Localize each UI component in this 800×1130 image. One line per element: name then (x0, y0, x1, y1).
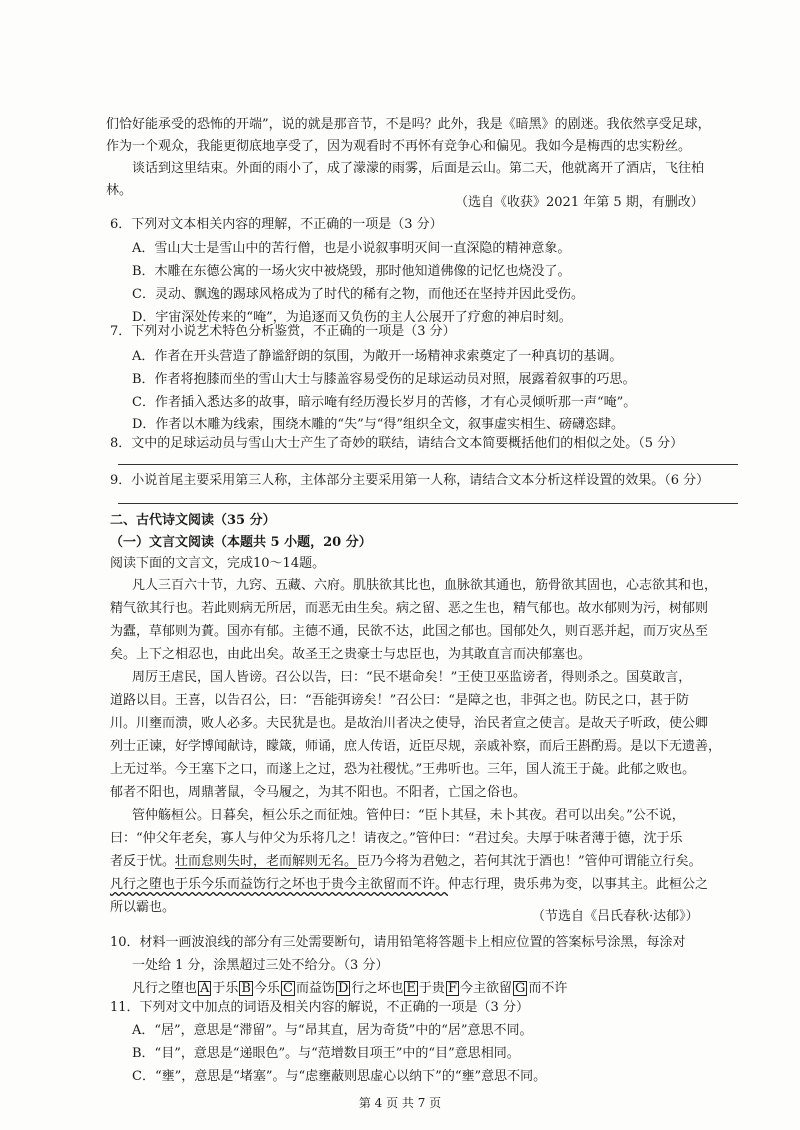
break-box-f[interactable]: F (447, 981, 457, 996)
option-a: A．“居”，意思是“滞留”。与“昂其直，居为奇货”中的“居”意思不同。 (132, 1023, 533, 1038)
segment: 于贵 (418, 981, 445, 996)
passage-line: 列士正谏，好学博闻献诗，矇箴，师诵，庶人传语，近臣尽规，亲戚补察，而后王斟酌焉。是以下无遗善， (110, 739, 722, 754)
passage-line: 所以霸也。 (110, 900, 176, 915)
passage-segment: 臣乃今将为君勉之，若何其沈于酒也！”管仲可谓能立行矣。 (357, 854, 702, 869)
break-box-b[interactable]: B (241, 981, 251, 996)
text-line: 作为一个观众，我能更彻底地享受了，因为观看时不再怀有竞争心和偏见。我如今是梅西的忠实粉丝。 (106, 139, 692, 154)
segment: 凡行之堕也 (132, 981, 198, 996)
option-c: C．灵动、飘逸的踢球风格成为了时代的稀有之物，而他还在坚持并因此受伤。 (132, 287, 584, 302)
option-c: C．作者插入悉达多的故事，暗示唵有经历漫长岁月的苦修，才有心灵倾听那一声“唵”。 (132, 395, 637, 410)
break-box-c[interactable]: C (283, 981, 293, 996)
text-line: 们恰好能承受的恐怖的开端”，说的就是那音节，不是吗？此外，我是《暗黑》的剧迷。我依然享受足球， (106, 117, 711, 132)
question-9: 9．小说首尾主要采用第三人称，主体部分主要采用第一人称，请结合文本分析这样设置的效果。（6 分） (110, 473, 710, 488)
text-line: 谈话到这里结束。外面的雨小了，成了濛濛的雨雾，后面是云山。第二天，他就离开了酒店，飞往柏 (132, 161, 705, 176)
passage-line (110, 876, 708, 894)
passage-line: 凡人三百六十节，九窍、五藏、六府。肌肤欲其比也，血脉欲其通也，筋骨欲其固也，心志欲其和也， (132, 578, 718, 593)
break-box-a[interactable]: A (200, 981, 210, 996)
question-10-cont: 一处给 1 分，涂黑超过三处不给分。（3 分） (132, 958, 389, 973)
section-title: 二、古代诗文阅读（35 分） (110, 513, 276, 528)
option-a: A．雪山大士是雪山中的苦行僧，也是小说叙事明灭间一直深隐的精神意象。 (132, 241, 571, 256)
passage-line: 上无过举。今王塞下之口，而遂上之过，恐为社稷忧。”王弗听也。三年，国人流王于彘。此郁之败也。 (110, 762, 696, 777)
segment: 而益饬 (295, 981, 335, 996)
question-7: 7．下列对小说艺术特色分析鉴赏，不正确的一项是（3 分） (110, 324, 456, 339)
passage-line: 川。川壅而溃，败人必多。夫民犹是也。是故治川者决之使导，治民者宣之使言。是故天子听政，使公卿 (110, 716, 709, 731)
segment: 今主欲留 (459, 981, 512, 996)
passage-segment: 者反于忧。 (110, 854, 176, 869)
segment: 于乐 (212, 981, 239, 996)
option-b: B．“目”，意思是“递眼色”。与“范增数目项王”中的“目”意思相同。 (132, 1046, 520, 1061)
break-box-g[interactable]: G (514, 981, 526, 996)
passage-line: 郁者不阳也，周鼎著鼠，令马履之，为其不阳也。不阳者，亡国之俗也。 (110, 785, 527, 800)
passage-line: 周厉王虐民，国人皆谤。召公以告，曰：“民不堪命矣！”王使卫巫监谤者，得则杀之。国莫敢言， (132, 670, 692, 685)
source-citation: （选自《收获》2021 年第 5 期，有删改） (455, 195, 704, 210)
break-box-d[interactable]: D (337, 981, 349, 996)
option-c: C．“壅”，意思是“堵塞”。与“虑壅蔽则思虚心以纳下”的“壅”意思不同。 (132, 1069, 547, 1084)
option-b: B．木雕在东德公寓的一场火灾中被烧毁，那时他知道佛像的记忆也烧没了。 (132, 264, 571, 279)
segment: 而不许 (528, 981, 568, 996)
segment: 行之坏也 (351, 981, 404, 996)
question-11: 11．下列对文中加点的词语及相关内容的解说，不正确的一项是（3 分） (110, 1000, 529, 1015)
passage-line (110, 853, 702, 871)
passage-line: 管仲觞桓公。日暮矣，桓公乐之而征烛。管仲曰：“臣卜其昼，未卜其夜。君可以出矣。”公不说， (132, 808, 685, 823)
sentence-break-options (132, 980, 567, 998)
page-footer: 第 4 页 共 7 页 (358, 1096, 442, 1110)
subsection-title: （一）文言文阅读（本题共 5 小题，20 分） (110, 535, 372, 550)
answer-line (118, 464, 738, 465)
passage-line: 矣。上下之相忍也，由此出矣。故圣王之贵豪士与忠臣也，为其敢直言而决郁塞也。 (110, 647, 592, 662)
question-8: 8．文中的足球运动员与雪山大士产生了奇妙的联结，请结合文本简要概括他们的相似之处。（5 分） (110, 436, 684, 451)
intro: 阅读下面的文言文，完成10～14题。 (110, 556, 326, 571)
option-b: B．作者将抱膝而坐的雪山大士与膝盖容易受伤的足球运动员对照，展露着叙事的巧思。 (132, 372, 636, 387)
question-10: 10．材料一画波浪线的部分有三处需要断句，请用铅笔将答题卡上相应位置的答案标号涂黑，每涂对 (110, 935, 686, 950)
answer-line (118, 503, 738, 504)
option-a: A．作者在开头营造了静谧舒朗的氛围，为敞开一场精神求索奠定了一种真切的基调。 (132, 349, 623, 364)
passage-source: （节选自《吕氏春秋·达郁》） (532, 909, 699, 924)
passage-line: 精气欲其行也。若此则病无所居，而恶无由生矣。病之留、恶之生也，精气郁也。故水郁则为污，树郁则 (110, 601, 709, 616)
question-6: 6．下列对文本相关内容的理解，不正确的一项是（3 分） (110, 217, 443, 232)
wavy-underlined-sentence: 凡行之堕也于乐今乐而益饬行之坏也于贵今主欲留而不许。 (110, 877, 449, 892)
option-d: D．作者以木雕为线索，围绕木雕的“失”与“得”组织全文，叙事虚实相生、磅礴恣肆。 (132, 417, 625, 432)
passage-line: 曰：“仲父年老矣，寡人与仲父为乐将几之！请夜之。”管仲曰：“君过矣。夫厚于味者薄于德，沈于乐 (110, 831, 683, 846)
break-box-e[interactable]: E (406, 981, 416, 996)
text-line: 林。 (106, 183, 133, 198)
option-d: D．宇宙深处传来的“唵”，为追逐而又负伤的主人公展开了疗愈的神启时刻。 (132, 310, 572, 325)
passage-line: 道路以目。王喜，以告召公，曰：“吾能弭谤矣！”召公曰：“是障之也，非弭之也。防民之口，甚于防 (110, 693, 689, 708)
passage-segment: 仲志行理，贵乐弗为变，以事其主。此桓公之 (448, 877, 709, 892)
segment: 今乐 (253, 981, 280, 996)
passage-line: 为蠹，草郁则为蕢。国亦有郁。主德不通，民欲不达，此国之郁也。国郁处久，则百恶并起，而万灾丛至 (110, 624, 709, 639)
underlined-sentence: 壮而怠则失时，老而解则无名。 (175, 854, 358, 869)
